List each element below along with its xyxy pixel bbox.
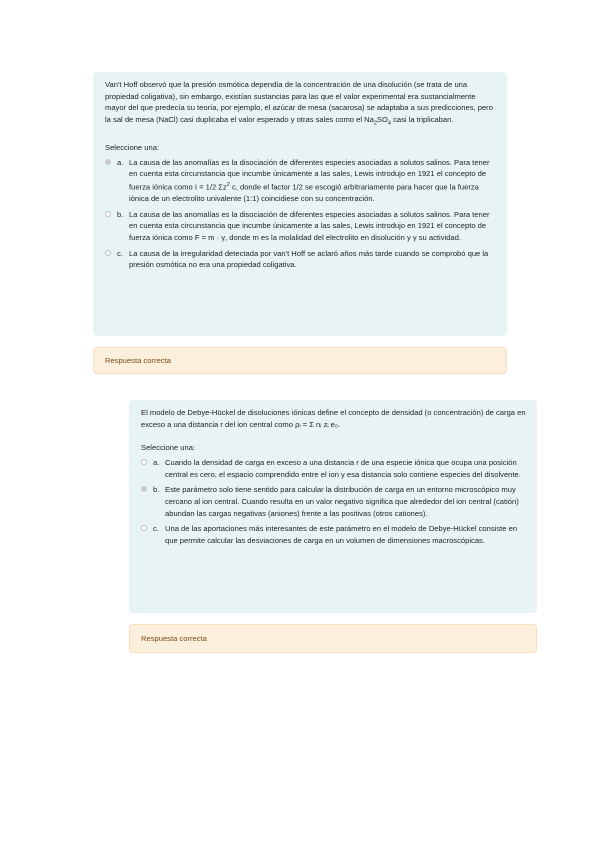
radio-button[interactable] bbox=[141, 486, 147, 492]
question-2-text: El modelo de Debye-Hückel de disoluciones iónicas define el concepto de densidad (o concentración) de carga en exceso a una distancia r del ion central como ρᵢ = Σ nᵢ zᵢ e₀. bbox=[141, 408, 526, 429]
question-1-text: Van't Hoff observó que la presión osmótica dependía de la concentración de una disolución (se trata de una propiedad coligativa), sin embargo, existían sustancias para las que el valor experimental era sustancialmente mayor del que predecía su teoría, por ejemplo, el azúcar de mesa (sacarosa) se adaptaba a sus predicciones, pero la sal de mesa (NaCl) casi duplicaba el valor esperado y otras sales como el $Na_2SO_4$ casi la triplicaban. bbox=[105, 80, 493, 127]
option-a[interactable] bbox=[141, 457, 527, 480]
option-text: La causa de las anomalías es la disociación de diferentes especies asociadas a solutos salinos. Para tener en cuenta esta circunstancia que incumbe únicamente a las sales, Lewis introdujo en 1921 el concepto de fuerza iónica como I = 1/2 $\Sigma z^2$ c, donde el factor 1/2 se escogió arbitrariamente para hacer que la fuerza iónica de un electrolito univalente (1:1) coincidiese con su concentración. bbox=[129, 157, 490, 204]
option-b[interactable] bbox=[141, 484, 527, 519]
option-letter: a. bbox=[117, 157, 124, 167]
option-letter: a. bbox=[153, 458, 160, 468]
question-2-card bbox=[129, 400, 537, 613]
question-1-card bbox=[93, 72, 507, 336]
feedback-text: Respuesta correcta bbox=[141, 634, 207, 643]
option-text: La causa de la irregularidad detectada por van't Hoff se aclaró años más tarde cuando se comprobó que la presión osmótica no era una propiedad coligativa. bbox=[129, 248, 489, 270]
select-prompt: Seleccione una: bbox=[105, 142, 160, 152]
option-c[interactable] bbox=[105, 248, 497, 271]
radio-button[interactable] bbox=[141, 459, 147, 465]
feedback-text: Respuesta correcta bbox=[105, 356, 171, 365]
radio-button[interactable] bbox=[105, 211, 111, 217]
radio-button[interactable] bbox=[105, 159, 111, 165]
option-letter: c. bbox=[153, 524, 159, 534]
feedback-correct bbox=[93, 347, 507, 374]
option-text: Cuando la densidad de carga en exceso a una distancia r de una especie iónica que ocupa una posición central es cero, el espacio comprendido entre el ion y esa distancia solo contiene especies del disolvente. bbox=[165, 458, 521, 479]
option-b[interactable] bbox=[105, 209, 497, 244]
option-text: Este parámetro solo tiene sentido para calcular la distribución de carga en un entorno microscópico muy cercano al ion central. Cuando resulta en un valor negativo significa que alrededor del ion central (catión) abundan las cargas negativas (aniones) frente a las positivas (otros cationes). bbox=[165, 485, 519, 518]
option-letter: b. bbox=[153, 485, 160, 495]
option-text: Una de las aportaciones más interesantes de este parámetro en el modelo de Debye-Hückel consiste en que permite calcular las desviaciones de carga en un volumen de dimensiones macroscópicas. bbox=[165, 524, 518, 545]
option-text: La causa de las anomalías es la disociación de diferentes especies asociadas a solutos salinos. Para tener en cuenta esta circunstancia que incumbe únicamente a las sales, Lewis introdujo en 1921 el concepto de fuerza iónica como F = m · γ, donde m es la molalidad del electrolito en disolución y γ su actividad. bbox=[129, 209, 490, 242]
feedback-correct bbox=[129, 624, 537, 653]
select-prompt: Seleccione una: bbox=[141, 443, 196, 453]
option-c[interactable] bbox=[141, 523, 527, 546]
option-a[interactable] bbox=[105, 157, 497, 205]
option-letter: b. bbox=[117, 209, 124, 219]
radio-button[interactable] bbox=[105, 250, 111, 256]
radio-button[interactable] bbox=[141, 525, 147, 531]
option-letter: c. bbox=[117, 248, 123, 258]
